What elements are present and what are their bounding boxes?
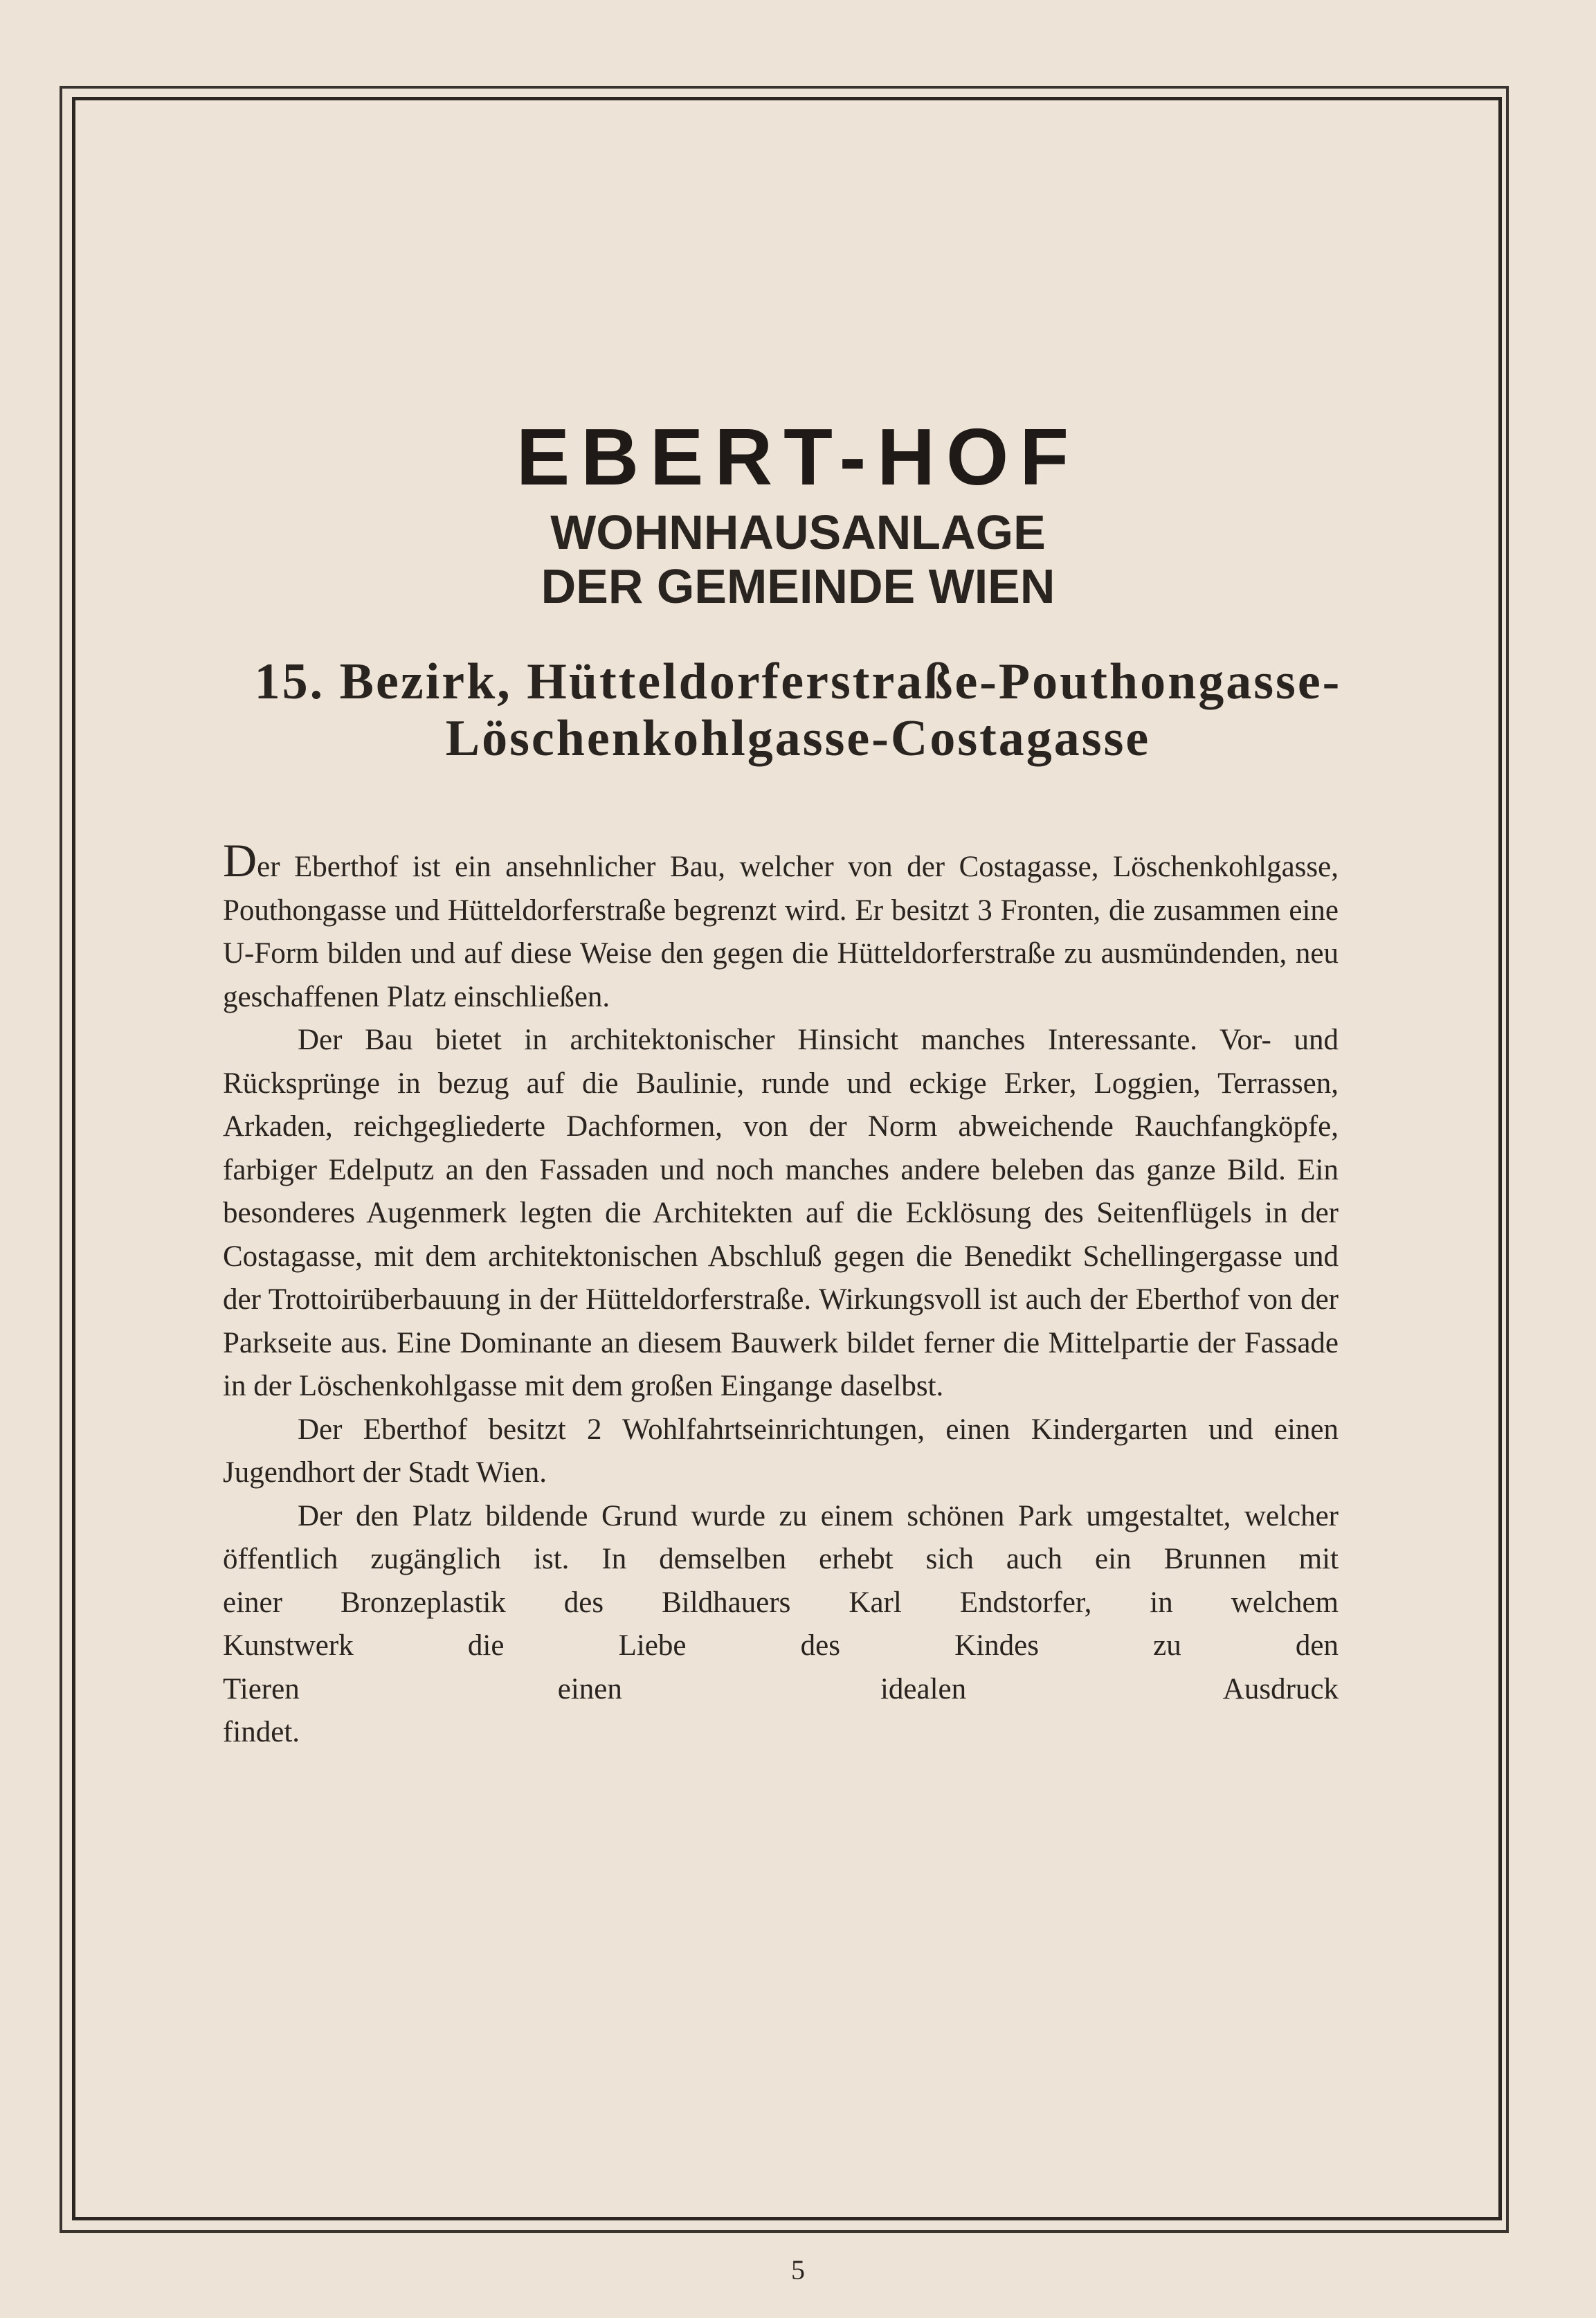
paragraph-2: Der Bau bietet in architektonischer Hinsicht manches Interessante. Vor- und Rücksprünge in bezug auf die Baulinie, runde und eckige Erker, Loggien, Terrassen, Arkaden, reichgegliederte Dachformen, von der Norm abweichende Rauchfangköpfe, farbiger Edelputz an den Fassaden und noch manches andere beleben das ganze Bild. Ein besonderes Augenmerk legten die Architekten auf die Ecklösung des Seitenflügels in der Costagasse, mit dem architektonischen Abschluß gegen die Benedikt Schellingergasse und der Trottoirüberbauung in der Hütteldorferstraße. Wirkungsvoll ist auch der Eberthof von der Parkseite aus. Eine Dominante an diesem Bauwerk bildet ferner die Mittelpartie der Fassade in der Löschenkohlgasse mit dem großen Eingange daselbst. [223,1024,1339,1402]
page-title: EBERT-HOF [516,412,1080,502]
taper-line-4: findet. [223,1716,300,1748]
page-number: 5 [791,2254,805,2285]
taper-line-1: einer Bronzeplastik des Bildhauers Karl Endstorfer, in welchem [223,1586,1339,1619]
paragraph-1-text: er Eberthof ist ein ansehnlicher Bau, welcher von der Costagasse, Löschenkohlgasse, Pouthongasse und Hütteldorferstraße begrenzt wird. Er besitzt 3 Fronten, die zusammen eine U-Form bilden und auf diese Weise den gegen die Hütteldorferstraße zu ausmündenden, neu geschaffenen Platz einschließen. [223,851,1339,1013]
subtitle-line-2: DER GEMEINDE WIEN [541,559,1055,613]
district-line-1: 15. Bezirk, Hütteldorferstraße-Pouthongasse- [254,653,1342,710]
body-text [223,834,1339,1755]
paragraph-1 [223,834,1339,1019]
taper-line-2: Kunstwerk die Liebe des Kindes zu den [223,1629,1339,1662]
drop-cap: D [223,834,257,887]
paragraph-4: Der den Platz bildende Grund wurde zu einem schönen Park umgestaltet, welcher öffentlich zugänglich ist. In demselben erhebt sich auch ein Brunnen mit [223,1499,1339,1575]
subtitle-line-1: WOHNHAUSANLAGE [550,505,1046,559]
district-line-2: Löschenkohlgasse-Costagasse [445,710,1151,767]
taper-line-3: Tieren einen idealen Ausdruck [223,1672,1339,1705]
paragraph-3: Der Eberthof besitzt 2 Wohlfahrtseinrichtungen, einen Kindergarten und einen Jugendhort der Stadt Wien. [223,1413,1339,1489]
